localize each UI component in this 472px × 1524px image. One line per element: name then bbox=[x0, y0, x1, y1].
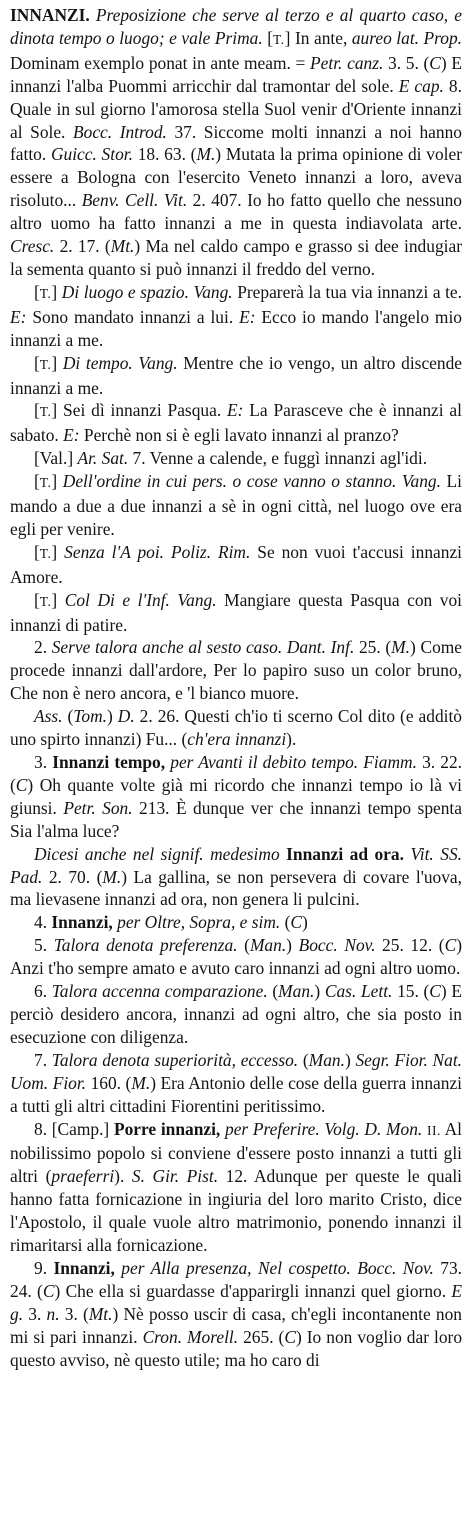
text-run: ( bbox=[267, 981, 279, 1002]
text-run: ) E perciò desidero ancora, innanzi ad ogni altro, che sia posto in esecuzione con diligenza. bbox=[10, 981, 463, 1047]
text-run: ) bbox=[302, 912, 308, 933]
text-run: II. bbox=[426, 1122, 441, 1138]
italic-text: C bbox=[444, 935, 457, 956]
italic-text: Dell'ordine in cui pers. o cose vanno o stanno. Vang. bbox=[62, 471, 441, 492]
entry-definition bbox=[10, 4, 462, 281]
text-run: ). bbox=[286, 729, 297, 750]
entry-sense bbox=[10, 751, 462, 843]
text-run: Se non vuoi t'accusi innanzi Amore. bbox=[10, 541, 462, 587]
italic-text: C bbox=[42, 1280, 55, 1301]
italic-text: Dicesi anche nel signif. medesimo bbox=[34, 843, 280, 864]
text-run: ). bbox=[114, 1166, 132, 1187]
italic-text: ch'era innanzi bbox=[187, 729, 287, 750]
text-run: ) Ma nel caldo campo e grasso si dee indugiar la sementa quanto si può innanzi il freddo del verno. bbox=[10, 236, 462, 279]
text-run: Perchè non si è egli lavato innanzi al pranzo? bbox=[79, 425, 399, 446]
headword: Innanzi ad ora. bbox=[286, 843, 404, 864]
text-run: 7. Venne a calende, e fuggì innanzi agl'idi. bbox=[128, 448, 428, 469]
text-run: ] bbox=[51, 281, 62, 302]
text-run: 3. bbox=[34, 752, 53, 772]
entry-sense bbox=[10, 1049, 462, 1118]
entry-sense bbox=[10, 470, 462, 541]
italic-text: n. bbox=[46, 1303, 60, 1324]
italic-text: Preposizione che serve al terzo e al quarto caso, e dinota tempo o luogo; e vale Prima. bbox=[10, 5, 462, 48]
text-run: 3. 22. ( bbox=[10, 752, 463, 795]
italic-text: per Preferire. Volg. D. Mon. bbox=[225, 1118, 423, 1139]
italic-text: aureo lat. Prop. bbox=[351, 27, 463, 48]
italic-text: E: bbox=[10, 306, 27, 327]
text-run: Dominam exemplo ponat in ante meam. = bbox=[10, 52, 311, 73]
text-run: [ bbox=[34, 352, 40, 373]
text-run: T. bbox=[39, 356, 52, 372]
text-run: ) Anzi t'ho sempre amato e avuto caro innanzi ad ogni altro uomo. bbox=[10, 935, 463, 979]
italic-text: E: bbox=[63, 425, 80, 446]
dictionary-entry-innanzi bbox=[10, 4, 462, 1371]
entry-sense bbox=[10, 980, 462, 1049]
text-run: 265. ( bbox=[238, 1326, 285, 1347]
text-run: 2. bbox=[34, 637, 52, 658]
text-run: T. bbox=[39, 545, 52, 561]
text-run: 8. Quale in sul giorno l'amorosa stella Suol venir d'Oriente innanzi al Sole. bbox=[10, 75, 462, 142]
text-run: ) La gallina, se non persevera di covare l'uova, ma lievasene innanzi ad ora, non genera li pulcini. bbox=[10, 866, 462, 910]
text-run: 25. ( bbox=[354, 637, 392, 658]
text-run: ( bbox=[298, 1049, 309, 1070]
text-run: La Parasceve che è innanzi al sabato. bbox=[10, 400, 462, 446]
italic-text: Di luogo e spazio. Vang. bbox=[61, 281, 233, 302]
italic-text: Ass. bbox=[34, 706, 63, 727]
headword: Innanzi tempo, bbox=[52, 752, 166, 772]
headword: Porre innanzi, bbox=[113, 1118, 221, 1139]
italic-text: per Oltre, Sopra, e sim. bbox=[117, 912, 281, 933]
text-run: Al nobilissimo popolo si conviene d'essere posto innanzi a tutti gli altri ( bbox=[10, 1118, 462, 1187]
text-run: ) Come procede innanzi dall'ardore, Per lo papiro suso un color bruno, Che non è nero ancora, e 'l bianco muore. bbox=[10, 637, 463, 704]
text-run: ( bbox=[280, 912, 291, 933]
text-run: ] bbox=[51, 589, 65, 610]
italic-text: S. Gir. Pist. bbox=[131, 1166, 219, 1187]
italic-text: Cron. Morell. bbox=[142, 1326, 239, 1347]
text-run: 73. 24. ( bbox=[10, 1257, 463, 1301]
italic-text: Vit. SS. Pad. bbox=[10, 843, 462, 887]
italic-text: C bbox=[429, 52, 441, 73]
text-run: T. bbox=[39, 593, 52, 609]
italic-text: Senza l'A poi. Poliz. Rim. bbox=[64, 541, 251, 562]
text-run: 37. Siccome molti innanzi a noi hanno fatto. bbox=[10, 121, 462, 165]
text-run: ] bbox=[51, 541, 65, 562]
italic-text: Talora denota preferenza. bbox=[53, 935, 238, 956]
text-run: [ bbox=[262, 27, 274, 48]
italic-text: C bbox=[429, 981, 441, 1002]
italic-text: E cap. bbox=[398, 75, 444, 96]
text-run: ] In ante, bbox=[284, 27, 352, 48]
text-run: 5. bbox=[34, 935, 54, 956]
text-run: ( bbox=[237, 935, 250, 956]
text-run: T. bbox=[39, 285, 52, 301]
text-run: Preparerà la tua via innanzi a te. bbox=[232, 281, 463, 302]
text-run: ) bbox=[314, 981, 325, 1002]
entry-sense bbox=[10, 1257, 462, 1372]
entry-sense bbox=[10, 589, 462, 637]
italic-text: Serve talora anche al sesto caso. Dant. Inf. bbox=[51, 637, 355, 658]
text-run: ) E innanzi l'alba Puommi arricchir dal tramontar del sole. bbox=[10, 52, 462, 96]
entry-sense bbox=[10, 911, 462, 934]
italic-text: E g. bbox=[10, 1280, 462, 1324]
headword: Innanzi, bbox=[53, 1257, 115, 1278]
text-run: 6. bbox=[34, 981, 52, 1002]
text-run: Mangiare questa Pasqua con voi innanzi di patire. bbox=[10, 589, 462, 635]
italic-text: Guicc. Stor. bbox=[50, 144, 133, 165]
text-run: [ bbox=[34, 281, 40, 302]
text-run: 12. Adunque per queste le quali hanno fatta fornicazione in ingiuria del loro marito Cristo, dice l'Apostolo, il quale vuole altro matrimonio, ponendo innanzi il rimaritarsi alla fornicazione. bbox=[10, 1166, 462, 1256]
entry-sense bbox=[10, 399, 462, 447]
italic-text: Man. bbox=[249, 935, 287, 956]
italic-text: M. bbox=[391, 637, 411, 658]
text-run: ) Mutata la prima opinione di voler essere a Bologna con l'esercito Veneto innanzi a loro, aveva risoluto... bbox=[10, 144, 462, 211]
italic-text: Cresc. bbox=[10, 236, 55, 257]
italic-text: per Alla presenza, Nel cospetto. Bocc. Nov. bbox=[121, 1257, 434, 1278]
italic-text: Mt. bbox=[88, 1303, 113, 1324]
text-run: 8. [Camp.] bbox=[34, 1118, 114, 1139]
text-run: Mentre che io vengo, un altro discende innanzi a me. bbox=[10, 352, 463, 398]
text-run: T. bbox=[273, 31, 285, 47]
entry-sense bbox=[10, 636, 462, 705]
entry-sense bbox=[10, 281, 462, 352]
text-run: 2. 17. ( bbox=[54, 236, 111, 257]
italic-text: Petr. Son. bbox=[63, 797, 133, 818]
text-run: ) Nè posso uscir di casa, ch'egli incontanente non mi si pari innanzi. bbox=[10, 1303, 462, 1347]
italic-text: per Avanti il debito tempo. Fiamm. bbox=[170, 752, 417, 772]
italic-text: Man. bbox=[308, 1049, 345, 1070]
italic-text: Talora denota superiorità, eccesso. bbox=[51, 1049, 299, 1070]
italic-text: Bocc. Nov. bbox=[298, 935, 376, 956]
text-run: [Val.] bbox=[34, 448, 78, 469]
entry-sense bbox=[10, 447, 462, 470]
text-run: Ecco io mando l'angelo mio innanzi a me. bbox=[10, 306, 462, 350]
text-run: 15. ( bbox=[392, 981, 430, 1002]
entry-sense bbox=[10, 1118, 462, 1257]
italic-text: Ar. Sat. bbox=[77, 448, 129, 469]
text-run: ) bbox=[286, 935, 299, 956]
text-run: Li mando a due a due innanzi a sè in ogni città, nel luogo ove era egli per venire. bbox=[10, 471, 463, 539]
text-run: 3. 5. ( bbox=[383, 52, 430, 73]
entry-sense bbox=[10, 843, 462, 912]
text-run: ) Che ella si guardasse d'apparirgli innanzi quel giorno. bbox=[54, 1280, 452, 1301]
entry-sense bbox=[10, 934, 462, 980]
text-run: ] bbox=[51, 471, 63, 492]
italic-text: C bbox=[290, 912, 302, 933]
text-run: ) Era Antonio delle cose della guerra innanzi a tutti gli altri cittadini Fiorentini peritissimo. bbox=[10, 1072, 462, 1116]
text-run: 9. bbox=[34, 1257, 54, 1278]
italic-text: M. bbox=[102, 866, 122, 887]
text-run: 160. ( bbox=[86, 1072, 132, 1093]
italic-text: E: bbox=[239, 306, 256, 327]
text-run: [ bbox=[34, 471, 40, 492]
text-run: 3. bbox=[23, 1303, 47, 1324]
entry-sense bbox=[10, 705, 462, 751]
text-run: [ bbox=[34, 400, 40, 421]
text-run: 2. 70. ( bbox=[42, 866, 103, 887]
italic-text: Tom. bbox=[73, 706, 107, 727]
italic-text: Benv. Cell. Vit. bbox=[81, 190, 188, 211]
italic-text: M. bbox=[131, 1072, 151, 1093]
text-run: T. bbox=[39, 404, 52, 420]
text-run: 3. ( bbox=[59, 1303, 89, 1324]
italic-text: C bbox=[15, 774, 28, 795]
text-run: 2. 407. Io ho fatto quello che nessuno altro uomo ha fatto innanzi a me in questa indiavolata arte. bbox=[10, 190, 463, 234]
text-run: T. bbox=[39, 475, 52, 491]
text-run: 18. 63. ( bbox=[132, 144, 197, 165]
text-run: ) Io non voglio dar loro questo avviso, nè questo utile; ma ho caro di bbox=[10, 1326, 463, 1370]
entry-sense bbox=[10, 541, 462, 589]
italic-text: Man. bbox=[278, 981, 315, 1002]
italic-text: Segr. Fior. Nat. Uom. Fior. bbox=[10, 1049, 463, 1093]
italic-text: D. bbox=[117, 706, 135, 727]
text-run: 7. bbox=[34, 1049, 52, 1070]
text-run: ) bbox=[106, 706, 118, 727]
text-run: 25. 12. ( bbox=[375, 935, 445, 956]
italic-text: Talora accenna comparazione. bbox=[51, 981, 268, 1002]
italic-text: Cas. Lett. bbox=[324, 981, 393, 1002]
entry-sense bbox=[10, 352, 462, 400]
italic-text: Mt. bbox=[110, 236, 135, 257]
text-run: 2. 26. Questi ch'io ti scerno Col dito (e additò uno spirto innanzi) Fu... ( bbox=[10, 706, 463, 750]
italic-text: C bbox=[284, 1326, 296, 1347]
italic-text: Bocc. Introd. bbox=[73, 121, 167, 142]
text-run: ) Oh quante volte già mi ricordo che innanzi tempo io là vi giunsi. bbox=[10, 774, 462, 818]
italic-text: Col Di e l'Inf. Vang. bbox=[64, 589, 217, 610]
italic-text: Petr. canz. bbox=[310, 52, 384, 73]
text-run: [ bbox=[34, 541, 40, 562]
text-run: 213. È dunque ver che innanzi tempo spenta Sia l'alma luce? bbox=[10, 797, 462, 841]
text-run: Sono mandato innanzi a lui. bbox=[26, 306, 240, 327]
headword: Innanzi, bbox=[51, 912, 113, 933]
italic-text: E: bbox=[227, 400, 244, 421]
text-run: ] Sei dì innanzi Pasqua. bbox=[51, 400, 228, 421]
text-run: ( bbox=[62, 706, 74, 727]
text-run: ] bbox=[51, 352, 63, 373]
italic-text: M. bbox=[196, 144, 216, 165]
italic-text: praeferri bbox=[51, 1166, 115, 1187]
text-run: ) bbox=[344, 1049, 356, 1070]
italic-text: Di tempo. Vang. bbox=[62, 352, 178, 373]
headword: INNANZI. bbox=[10, 5, 90, 25]
text-run: 4. bbox=[34, 912, 52, 933]
text-run: [ bbox=[34, 589, 40, 610]
